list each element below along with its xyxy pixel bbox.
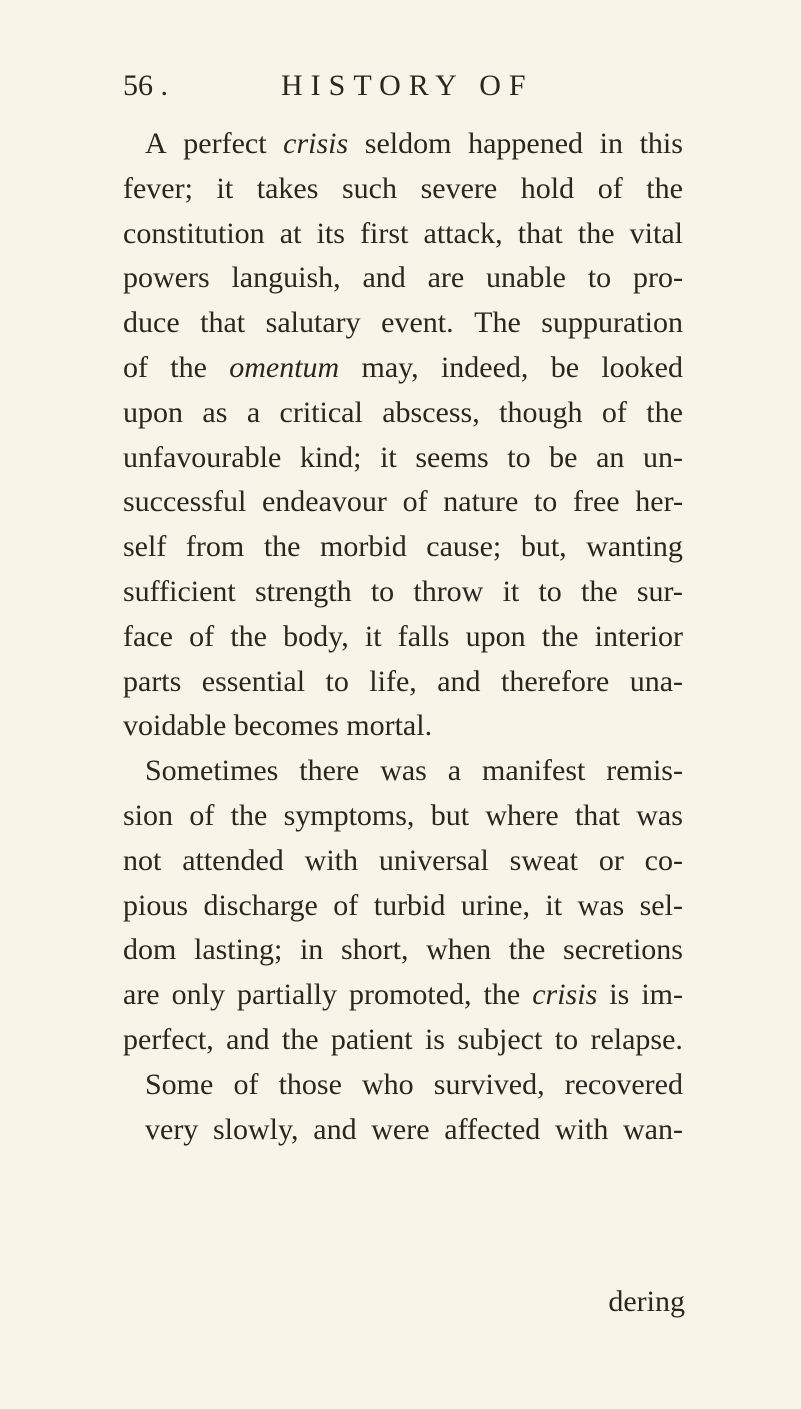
word: to [587,261,612,295]
word: face [123,619,173,653]
word: was [380,754,427,788]
word: una- [629,664,683,698]
word: very [145,1112,199,1146]
word: to [370,574,395,608]
word: are [123,978,160,1012]
text-line [123,525,683,570]
word: languish, [231,261,341,295]
word: vital [629,216,683,250]
word: turbid [373,888,446,922]
word: of [601,395,627,429]
word: manifest [482,754,586,788]
word: unable [486,261,566,295]
word: universal [378,843,489,877]
word: indeed, [440,350,529,384]
word: sufficient [123,574,236,608]
text-line [123,122,683,167]
word: of [189,619,215,653]
word: the [508,933,546,967]
word: recovered [564,1067,683,1101]
word: only [171,978,225,1012]
text-line [123,256,683,301]
body-text [123,122,683,1152]
word: be [550,350,580,384]
word: hold [520,171,575,205]
word: of [123,350,148,384]
word: those [278,1067,342,1101]
page-header [123,66,683,106]
word: the [263,530,301,564]
word: happened [468,127,584,160]
text-line [123,1108,683,1153]
text-line [123,480,683,525]
word: endeavour [261,485,387,519]
word: not [123,843,162,877]
word: partially [237,978,337,1012]
word: cause; [426,530,502,564]
text-line [123,1063,683,1108]
text-line [123,839,683,884]
word: is [424,1022,445,1056]
text-line [123,301,683,346]
word: symptoms, [283,798,415,832]
word: perfect, [123,1022,214,1056]
word: free [572,485,620,519]
word: severe [420,171,498,205]
word: wan- [623,1112,683,1146]
word: secretions [563,933,683,967]
word: and [362,261,406,295]
word: nature [443,485,519,519]
word: Sometimes [145,754,279,788]
word: in [599,127,623,160]
word: first [360,216,409,250]
word: throw [413,574,484,608]
word: kind; [299,440,362,474]
word: who [362,1067,414,1101]
word: and [313,1112,357,1146]
text-line [123,928,683,973]
word: upon [123,395,183,429]
word: life, [369,664,417,698]
word: sion [123,798,174,832]
word: lasting; [193,933,283,967]
word: the [577,216,615,250]
word: but [430,798,470,832]
word: to [554,1022,579,1056]
word: patient [330,1022,413,1056]
word: attended [182,843,284,877]
word: discharge [203,888,318,922]
word: were [371,1112,430,1146]
word: at [279,216,302,250]
word: it [380,440,397,474]
word: fever; [123,171,193,205]
word: critical [279,395,363,429]
word: of [402,485,428,519]
word: constitution [123,216,265,250]
word: a [246,395,261,429]
text-line [123,615,683,660]
word: pious [123,888,189,922]
word: may, [361,350,419,384]
word: self [123,530,167,564]
word: sweat [509,843,578,877]
word: powers [123,261,210,295]
word: be [549,440,578,474]
word: to [325,664,349,698]
word: the [483,978,521,1012]
word: her- [635,485,683,519]
word: pro- [632,261,683,295]
word: are [427,261,465,295]
word: salutary [265,306,361,340]
word: it [364,619,382,653]
word: but, [520,530,567,564]
word: strength [254,574,352,608]
word: the [541,619,579,653]
word: A [145,127,167,160]
word: seldom [364,127,452,160]
word: when [426,933,492,967]
word: the [170,350,207,384]
word: and [437,664,481,698]
text-line: voidable becomes mortal. [123,709,433,743]
word: abscess, [382,395,480,429]
word: to [533,485,558,519]
word: affected [444,1112,541,1146]
word: unfavourable [123,440,282,474]
word: im- [641,978,683,1012]
word: was [636,798,683,832]
word: where [485,798,559,832]
word: a [447,754,462,788]
word: with [554,1112,609,1146]
word: of [233,1067,259,1101]
word: or [598,843,624,877]
word: in [299,933,324,967]
word: un- [642,440,683,474]
word: successful [123,485,247,519]
text-line [123,973,683,1018]
word: falls [397,619,450,653]
word: essential [201,664,306,698]
word: of [597,171,623,205]
word: takes [256,171,319,205]
word: remis- [606,754,683,788]
word: the [580,574,618,608]
word: that [574,798,620,832]
word: its [316,216,345,250]
word: suppuration [541,306,683,340]
word: wanting [586,530,683,564]
word: Some [145,1067,214,1101]
word: with [304,843,358,877]
text-line [123,391,683,436]
text-line [123,346,683,391]
word: co- [644,843,683,877]
text-line [123,212,683,257]
word: relapse. [590,1022,683,1056]
word: though [499,395,583,429]
word: The [474,306,521,340]
word: dom [123,933,177,967]
word: event. [381,306,454,340]
word: the [281,1022,319,1056]
word: it [545,888,563,922]
text-line [123,794,683,839]
word: slowly, [213,1112,299,1146]
word: sel- [639,888,683,922]
word: crisis [532,978,598,1012]
word: attack, [423,216,503,250]
word: perfect [183,127,267,160]
text-line [123,436,683,481]
word: looked [601,350,683,384]
word: the [646,171,683,205]
word: of [333,888,359,922]
word: urine, [460,888,530,922]
word: that [200,306,246,340]
word: upon [465,619,526,653]
word: short, [340,933,409,967]
word: was [577,888,625,922]
word: parts [123,664,182,698]
text-line [123,570,683,615]
word: duce [123,306,180,340]
word: as [202,395,228,429]
word: from [185,530,245,564]
word: the [230,619,267,653]
word: sur- [636,574,683,608]
word: crisis [283,127,349,160]
word: such [342,171,397,205]
word: there [299,754,360,788]
word: is [609,978,630,1012]
text-line [123,884,683,929]
word: it [502,574,520,608]
word: therefore [500,664,610,698]
word: morbid [320,530,407,564]
word: that [517,216,563,250]
text-line [123,1018,683,1063]
word: to [507,440,531,474]
word: this [639,127,683,160]
word: body, [283,619,349,653]
text-line [123,167,683,212]
word: of [189,798,215,832]
page-number: 56 . [123,69,168,102]
running-head: HISTORY OF [281,69,534,102]
word: and [226,1022,270,1056]
word: the [646,395,683,429]
word: omentum [229,350,340,384]
word: survived, [433,1067,545,1101]
word: promoted, [349,978,472,1012]
catchword: dering [608,1285,685,1318]
word: subject [457,1022,543,1056]
word: seems [415,440,489,474]
word: an [596,440,625,474]
text-line [123,660,683,705]
word: to [538,574,562,608]
word: it [216,171,234,205]
word: interior [594,619,683,653]
word: the [230,798,268,832]
text-line [123,749,683,794]
